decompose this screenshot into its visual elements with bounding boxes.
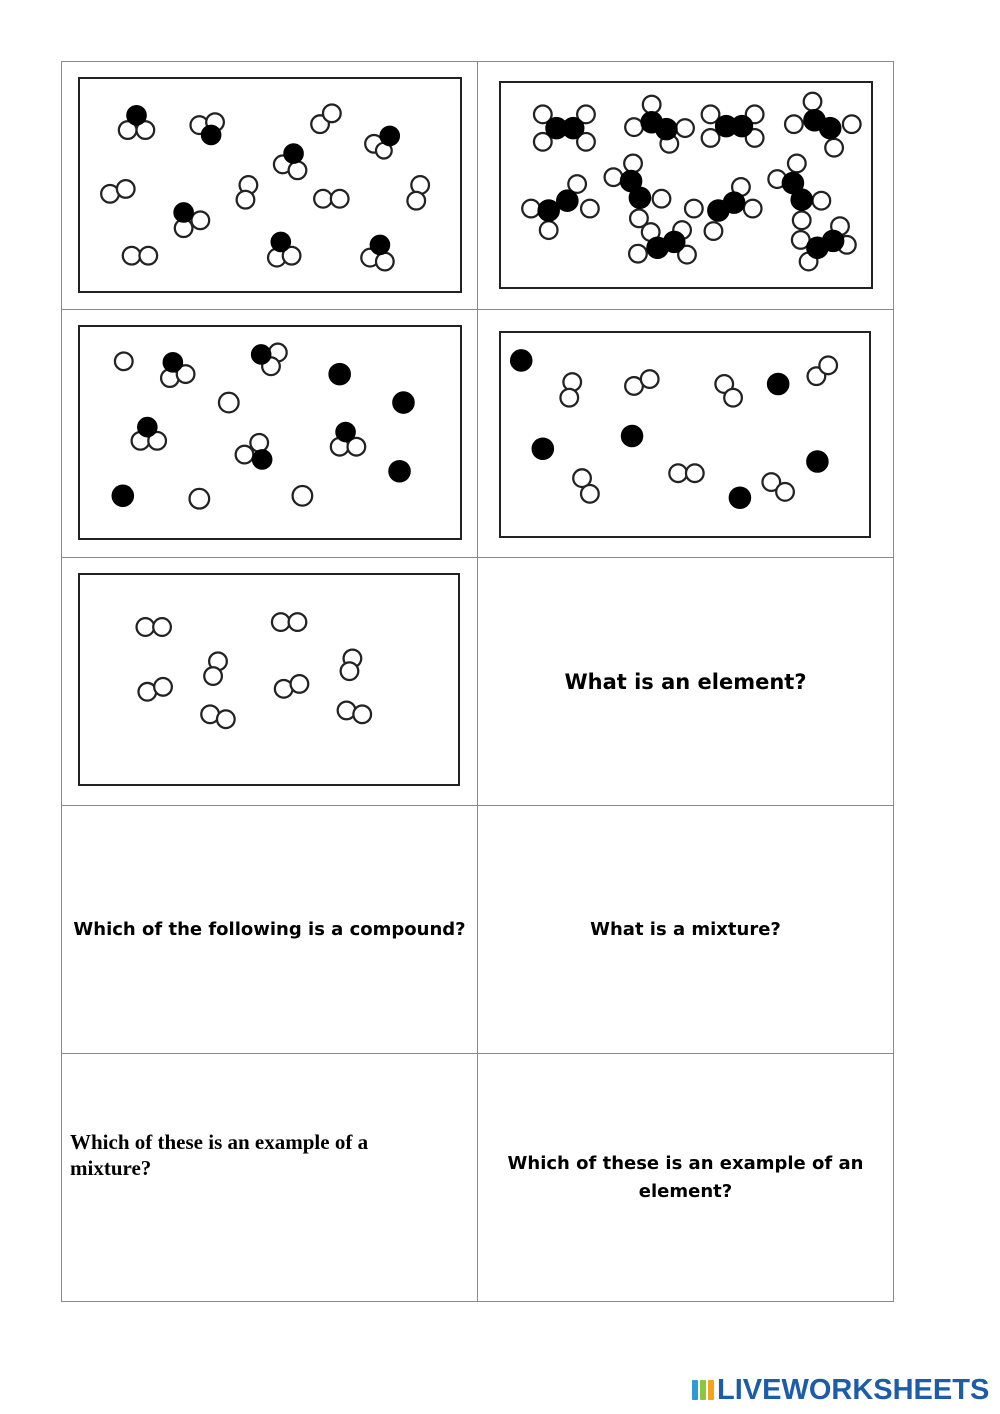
card-diagram-1[interactable] (62, 62, 478, 310)
card-example-element[interactable] (478, 1054, 894, 1302)
particle-diagram-element-molecules (78, 573, 460, 786)
particle-diagram-5-svg (80, 575, 458, 784)
card-what-is-mixture[interactable] (478, 806, 894, 1054)
liveworksheets-brand[interactable] (692, 1374, 989, 1406)
card-diagram-4[interactable] (478, 310, 894, 558)
question-what-is-mixture: What is a mixture? (590, 918, 781, 940)
particle-diagram-2-svg (501, 83, 871, 287)
question-which-is-compound: Which of the following is a compound? (73, 918, 466, 940)
card-diagram-3[interactable] (62, 310, 478, 558)
particle-diagram-mixture-elements (499, 331, 871, 538)
card-diagram-5[interactable] (62, 558, 478, 806)
question-example-of-mixture: Which of these is an example of a mixture? (70, 1130, 369, 1180)
brand-name: LIVEWORKSHEETS (717, 1373, 990, 1406)
question-example-of-element: Which of these is an example of an element? (507, 1153, 864, 1202)
flashcard-grid (61, 61, 894, 1302)
particle-diagram-4-svg (501, 333, 869, 536)
particle-diagram-3-svg (80, 327, 460, 538)
question-what-is-element: What is an element? (564, 669, 807, 694)
particle-diagram-1-svg (80, 79, 460, 291)
card-diagram-2[interactable] (478, 62, 894, 310)
particle-diagram-mixture-atoms-molecules (78, 325, 462, 540)
liveworksheets-logo-icon (692, 1379, 714, 1401)
particle-diagram-compound (499, 81, 873, 289)
card-example-mixture[interactable] (62, 1054, 478, 1302)
card-what-is-element[interactable] (478, 558, 894, 806)
particle-diagram-mixture-molecules (78, 77, 462, 293)
card-compound-question[interactable] (62, 806, 478, 1054)
